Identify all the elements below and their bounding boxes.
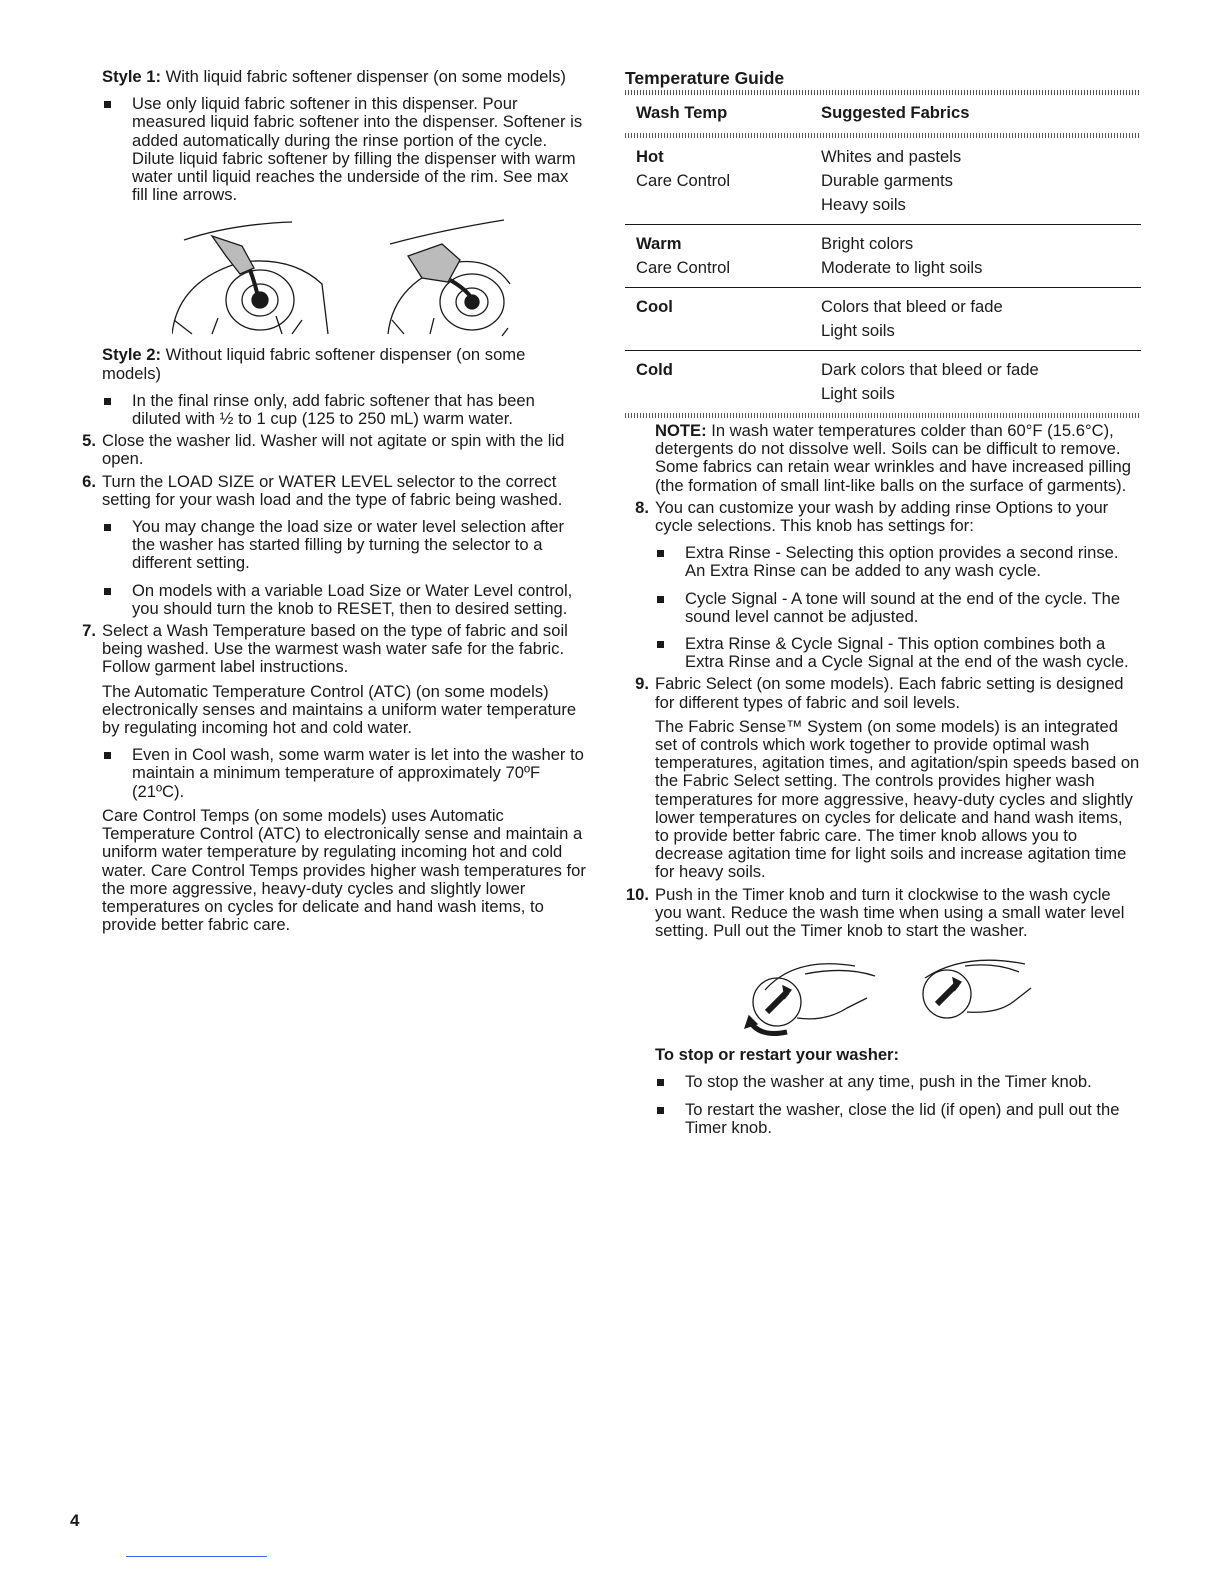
restart-bullet: To restart the washer, close the lid (if open) and pull out the Timer knob. (655, 1101, 1141, 1137)
table-row: Hot Care Control Whites and pastels Durable garments Heavy soils (625, 138, 1141, 225)
step-8: 8. You can customize your wash by adding rinse Options to your cycle selections. This knob has settings for: (635, 497, 1109, 536)
temp-name: Cool (636, 297, 673, 316)
step8-bullet: Extra Rinse - Selecting this option provides a second rinse. An Extra Rinse can be added to any wash cycle. (655, 544, 1141, 580)
style2-bullet: In the final rinse only, add fabric softener that has been diluted with ½ to 1 cup (125 to 250 mL) warm water. (102, 392, 588, 428)
wash-temp-header: Wash Temp (636, 103, 728, 122)
table-row: Warm Care Control Bright colors Moderate to light soils (625, 225, 1141, 288)
temperature-guide-title: Temperature Guide (625, 68, 785, 88)
temp-name: Warm (636, 234, 682, 253)
step-5: 5. Close the washer lid. Washer will not agitate or spin with the lid open. (82, 431, 565, 469)
footer-line (126, 1556, 267, 1557)
note-paragraph: NOTE: In wash water temperatures colder than 60°F (15.6°C), detergents do not dissolve well. Soils can be difficult to remove. Some fabrics can retain wear wrinkles and have increased pilling (the formation of small lint-like balls on the surface of garments). (655, 421, 1131, 495)
suggested-fabrics-header: Suggested Fabrics (821, 103, 970, 122)
step-9: 9. Fabric Select (on some models). Each fabric setting is designed for different types of fabric and soil levels. (635, 674, 1124, 712)
timer-knob-icon (735, 946, 1035, 1042)
step6-bullet: You may change the load size or water level selection after the washer has started filling by turning the selector to a different setting. (102, 518, 588, 573)
step7-bullet: Even in Cool wash, some warm water is let into the washer to maintain a minimum temperature of approximately 70ºF (21ºC). (102, 746, 588, 801)
table-row: Cold Dark colors that bleed or fade Light soils (636, 360, 1039, 403)
stop-restart-heading: To stop or restart your washer: (655, 1045, 900, 1065)
temp-sub: Care Control (636, 171, 731, 190)
step6-bullet: On models with a variable Load Size or Water Level control, you should turn the knob to RESET, then to desired setting. (102, 582, 588, 618)
left-column (82, 67, 588, 935)
step8-bullet: Extra Rinse & Cycle Signal - This option combines both a Extra Rinse and a Cycle Signal at the end of the wash cycle. (655, 635, 1141, 671)
temperature-table (625, 95, 1141, 133)
table-header-row (625, 95, 1141, 133)
style1-heading: Style 1: With liquid fabric softener dispenser (on some models) (102, 67, 566, 86)
right-column (625, 68, 1141, 1137)
style1-bullet: Use only liquid fabric softener in this dispenser. Pour measured liquid fabric softener into the dispenser. Softener is added automatically during the rinse portion of the cycle. Dilute liquid fabric softener by filling the dispenser with warm water until liquid reaches the underside of the rim. See max fill line arrows. (102, 95, 588, 204)
temp-name: Cold (636, 360, 673, 379)
style2-heading: Style 2: Without liquid fabric softener dispenser (on some models) (102, 345, 526, 383)
table-bottom-rule (625, 413, 1141, 418)
step-6: 6. Turn the LOAD SIZE or WATER LEVEL selector to the correct setting for your wash load and the type of fabric being washed. (82, 471, 563, 509)
step8-bullet: Cycle Signal - A tone will sound at the end of the cycle. The sound level cannot be adjusted. (655, 590, 1141, 626)
table-row: Cool Colors that bleed or fade Light soils (625, 288, 1141, 351)
timer-knob-illustration (735, 946, 1035, 1042)
fabric-sense-paragraph: The Fabric Sense™ System (on some models) is an integrated set of controls which work together to provide optimal wash temperatures, agitation times, and agitation/spin speeds based on the Fabric Select setting. The controls provides higher wash temperatures for more aggressive, heavy-duty cycles and slightly lower temperatures on cycles for delicate and hand wash items, to provide better fabric care. The timer knob allows you to decrease agitation time for light soils and increase agitation time for heavy soils. (655, 716, 1140, 882)
temp-name: Hot (636, 147, 664, 166)
step-7: 7. Select a Wash Temperature based on the type of fabric and soil being washed. Use the warmest wash water safe for the fabric. Follow garment label instructions. (82, 621, 568, 677)
softener-dispenser-illustration (172, 216, 512, 340)
page-number: 4 (70, 1511, 80, 1530)
temperature-table-body (625, 138, 1141, 413)
stop-bullet: To stop the washer at any time, push in the Timer knob. (655, 1073, 1141, 1091)
step-10: 10. Push in the Timer knob and turn it clockwise to the wash cycle you want. Reduce the wash time when using a small water level setting. Pull out the Timer knob to start the washer. (625, 884, 1125, 941)
atc-paragraph: The Automatic Temperature Control (ATC) (on some models) electronically senses and maintains a uniform water temperature by regulating incoming hot and cold water. (102, 681, 577, 738)
pouring-softener-icon (172, 216, 512, 340)
care-control-paragraph: Care Control Temps (on some models) uses Automatic Temperature Control (ATC) to electronically sense and maintain a uniform water temperature by regulating incoming hot and cold water. Care Control Temps provides higher wash temperatures for the more aggressive, heavy-duty cycles and slightly lower temperatures on cycles for delicate and hand wash items, to provide better fabric care. (102, 805, 586, 935)
temp-sub: Care Control (636, 258, 731, 277)
